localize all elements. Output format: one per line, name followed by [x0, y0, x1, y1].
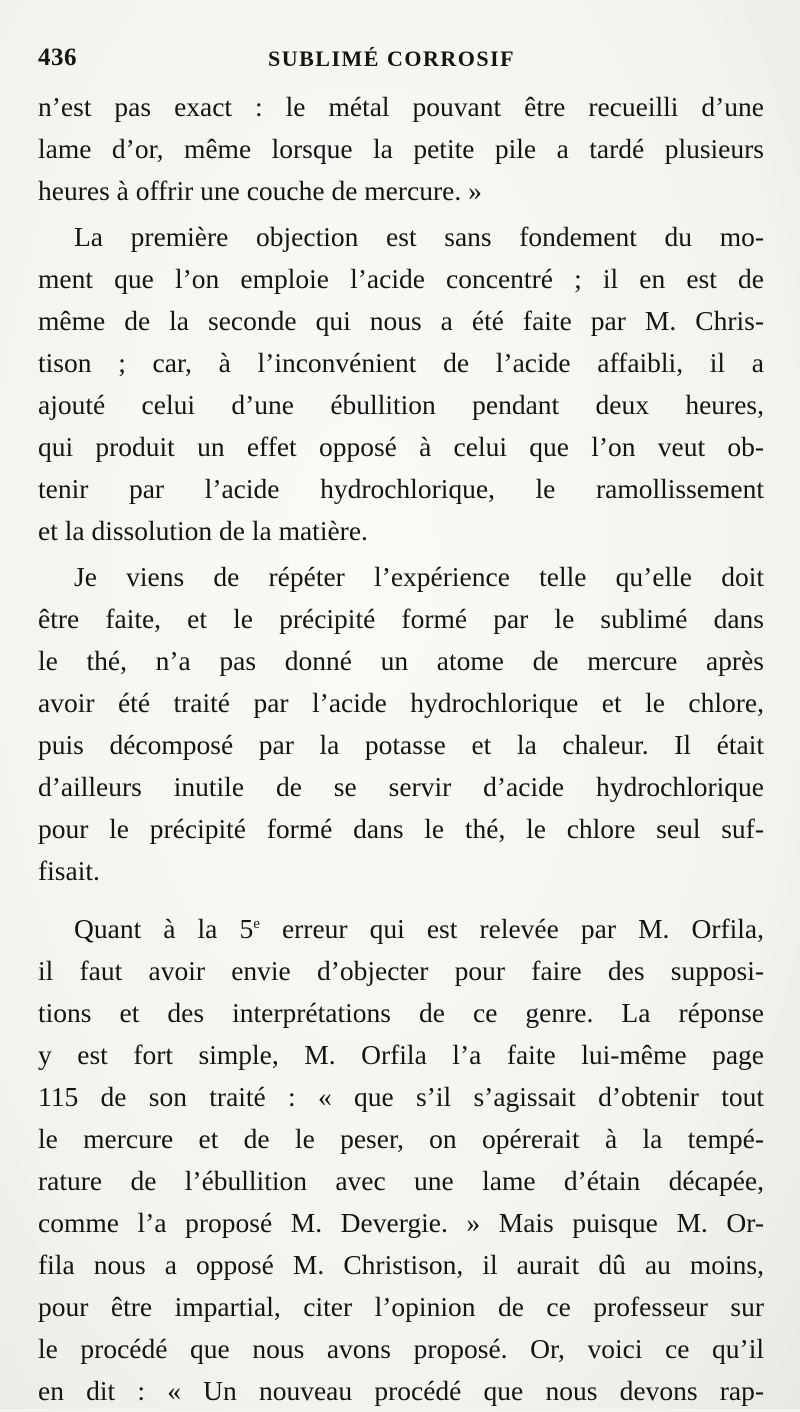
text-line: La première objection est sans fondement du mo- [74, 221, 764, 252]
text-line: même de la seconde qui nous a été faite par M. Chris- [38, 305, 764, 336]
text-line: le thé, n’a pas donné un atome de mercure après [38, 645, 764, 676]
text-line: fisait. [38, 855, 100, 886]
text-line: être faite, et le précipité formé par le sublimé dans [38, 603, 764, 634]
text-line: qui produit un effet opposé à celui que l’on veut ob- [38, 431, 764, 462]
text-line: et la dissolution de la matière. [38, 515, 368, 546]
text-line: ment que l’on emploie l’acide concentré ; il en est de [38, 263, 764, 294]
text-line [38, 908, 764, 950]
paragraph-fifth-error [38, 908, 764, 1412]
running-title: SUBLIMÉ CORROSIF [268, 46, 516, 71]
text-line: 115 de son traité : « que s’il s’agissait d’obtenir tout [38, 1081, 764, 1112]
text-line: Je viens de répéter l’expérience telle qu’elle doit [74, 561, 764, 592]
text-line: ajouté celui d’une ébullition pendant deux heures, [38, 389, 764, 420]
text-line: heures à offrir une couche de mercure. » [38, 175, 482, 206]
paragraph-objection [38, 216, 764, 552]
text-line: rature de l’ébullition avec une lame d’étain décapée, [38, 1165, 764, 1196]
superscript: e [253, 915, 260, 932]
paragraph-continuation [38, 86, 764, 212]
text-line: y est fort simple, M. Orfila l’a faite lui-même page [38, 1039, 764, 1070]
text-line: tions et des interprétations de ce genre. La réponse [38, 997, 764, 1028]
text-line: le mercure et de le peser, on opérerait à la tempé- [38, 1123, 764, 1154]
text-line: puis décomposé par la potasse et la chaleur. Il était [38, 729, 764, 760]
text-line: lame d’or, même lorsque la petite pile a tardé plusieurs [38, 133, 764, 164]
page-number: 436 [38, 44, 77, 71]
text-line: avoir été traité par l’acide hydrochlorique et le chlore, [38, 687, 764, 718]
text-line: le procédé que nous avons proposé. Or, voici ce qu’il [38, 1333, 764, 1364]
text-line: tenir par l’acide hydrochlorique, le ramollissement [38, 473, 764, 504]
paragraph-experiment [38, 556, 764, 892]
text-line: d’ailleurs inutile de se servir d’acide hydrochlorique [38, 771, 764, 802]
page-header [38, 44, 778, 78]
text-line: pour le précipité formé dans le thé, le chlore seul suf- [38, 813, 764, 844]
text-line: tison ; car, à l’inconvénient de l’acide affaibli, il a [38, 347, 764, 378]
text-line: il faut avoir envie d’objecter pour faire des supposi- [38, 955, 764, 986]
text-line: pour être impartial, citer l’opinion de ce professeur sur [38, 1291, 764, 1322]
text-line: fila nous a opposé M. Christison, il aurait dû au moins, [38, 1249, 764, 1280]
body-text [38, 86, 764, 1412]
text-line: comme l’a proposé M. Devergie. » Mais puisque M. Or- [38, 1207, 764, 1238]
text-line: n’est pas exact : le métal pouvant être recueilli d’une [38, 91, 764, 122]
text-line: en dit : « Un nouveau procédé que nous devons rap- [38, 1375, 764, 1406]
text-fragment: erreur qui est relevée par M. Orfila, [259, 913, 764, 944]
text-fragment: Quant à la 5 [74, 913, 254, 944]
